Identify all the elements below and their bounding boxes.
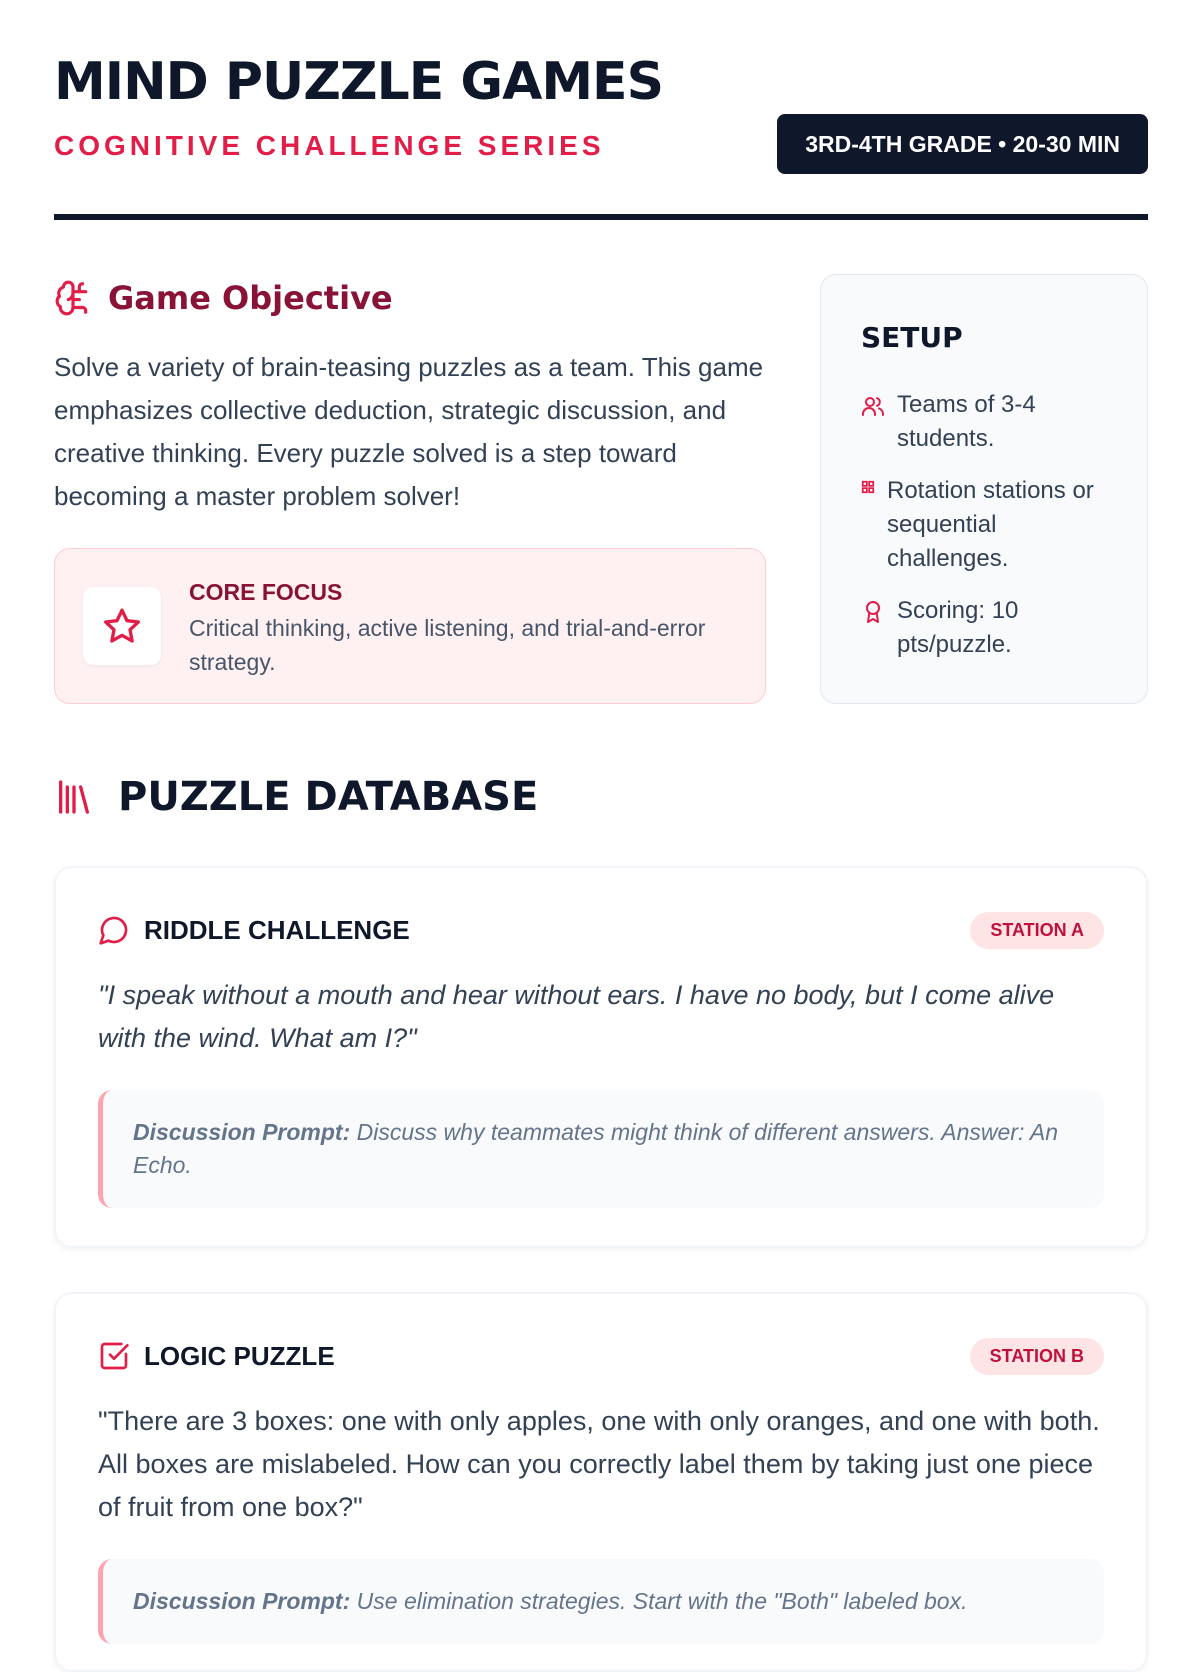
page-subtitle: COGNITIVE CHALLENGE SERIES bbox=[54, 130, 605, 161]
core-focus-box bbox=[54, 548, 766, 704]
puzzle-database-heading bbox=[54, 774, 538, 820]
core-focus-label: CORE FOCUS bbox=[189, 579, 343, 605]
users-icon bbox=[861, 394, 885, 418]
grade-badge: 3RD-4TH GRADE • 20-30 MIN bbox=[777, 114, 1148, 174]
puzzle-card-riddle bbox=[54, 866, 1148, 1248]
setup-item-teams bbox=[861, 388, 1107, 456]
library-icon bbox=[54, 777, 94, 817]
puzzle-card-logic bbox=[54, 1292, 1148, 1672]
setup-panel bbox=[820, 274, 1148, 704]
message-circle-icon bbox=[98, 914, 130, 946]
setup-item-text: Teams of 3-4 students. bbox=[897, 391, 1036, 452]
page-header bbox=[54, 52, 1148, 162]
grid-icon bbox=[861, 480, 875, 494]
objective-title: Game Objective bbox=[108, 279, 393, 317]
prompt-text: Discuss why teammates might think of different answers. Answer: An Echo. bbox=[133, 1119, 1058, 1178]
discussion-prompt bbox=[98, 1090, 1104, 1208]
star-icon bbox=[102, 606, 142, 646]
setup-list bbox=[861, 388, 1107, 662]
header-divider bbox=[54, 214, 1148, 220]
objective-section bbox=[54, 278, 766, 518]
puzzle-text: "I speak without a mouth and hear without ears. I have no body, but I come alive with the wind. What am I?" bbox=[98, 980, 1055, 1053]
setup-item-scoring bbox=[861, 594, 1107, 662]
focus-icon-tile bbox=[83, 587, 161, 665]
setup-item-text: Scoring: 10 pts/puzzle. bbox=[897, 597, 1019, 658]
puzzle-title: RIDDLE CHALLENGE bbox=[144, 914, 410, 945]
prompt-text: Use elimination strategies. Start with the "Both" labeled box. bbox=[350, 1588, 968, 1614]
puzzle-title: LOGIC PUZZLE bbox=[144, 1340, 335, 1371]
core-focus-text: Critical thinking, active listening, and trial-and-error strategy. bbox=[189, 615, 706, 675]
check-square-icon bbox=[98, 1340, 130, 1372]
page-title: MIND PUZZLE GAMES bbox=[54, 52, 664, 112]
discussion-prompt bbox=[98, 1559, 1104, 1644]
station-badge: STATION B bbox=[970, 1338, 1104, 1375]
prompt-label: Discussion Prompt: bbox=[133, 1119, 351, 1145]
setup-item-text: Rotation stations or sequential challenges. bbox=[887, 477, 1094, 572]
objective-text: Solve a variety of brain-teasing puzzles as a team. This game emphasizes collective deduction, strategic discussion, and creative thinking. Every puzzle solved is a step toward becoming a master problem solver! bbox=[54, 352, 764, 511]
station-badge: STATION A bbox=[970, 912, 1104, 949]
setup-item-rotation bbox=[861, 474, 1107, 576]
setup-title: SETUP bbox=[861, 321, 963, 354]
puzzle-text: "There are 3 boxes: one with only apples, one with only oranges, and one with both. All boxes are mislabeled. How can you correctly label them by taking just one piece of fruit from one box?" bbox=[98, 1406, 1100, 1522]
award-icon bbox=[861, 600, 885, 624]
puzzle-database-title: PUZZLE DATABASE bbox=[118, 774, 539, 820]
prompt-label: Discussion Prompt: bbox=[133, 1588, 351, 1614]
brain-icon bbox=[54, 279, 92, 317]
